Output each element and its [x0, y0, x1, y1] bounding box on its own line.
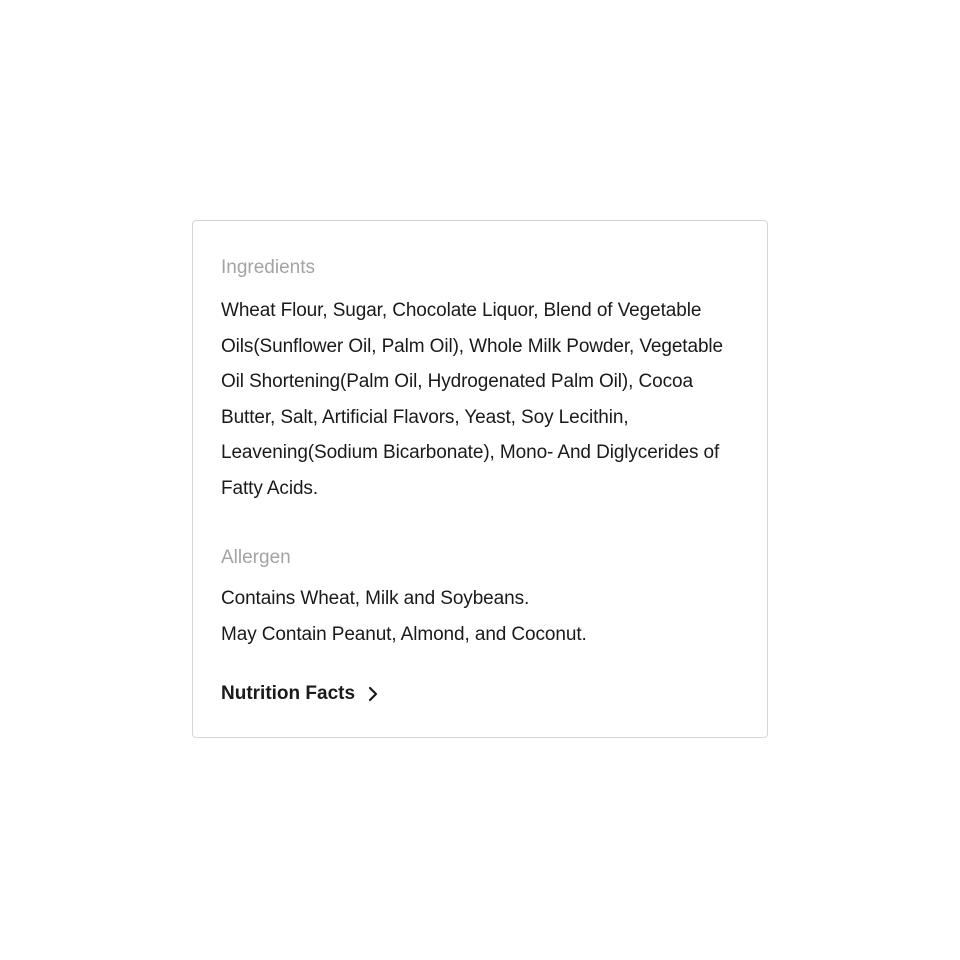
- allergen-may-contain-line: May Contain Peanut, Almond, and Coconut.: [221, 624, 587, 645]
- ingredients-text: Wheat Flour, Sugar, Chocolate Liquor, Blend of Vegetable Oils(Sunflower Oil, Palm Oil), Whole Milk Powder, Vegetable Oil Shortening(Palm Oil, Hydrogenated Palm Oil), Cocoa Butter, Salt, Artificial Flavors, Yeast, Soy Lecithin, Leavening(Sodium Bicarbonate), Mono- And Diglycerides of Fatty Acids.: [221, 300, 724, 499]
- allergen-contains-line: Contains Wheat, Milk and Soybeans.: [221, 588, 530, 609]
- allergen-text: [221, 581, 739, 653]
- nutrition-facts-link[interactable]: [221, 681, 381, 707]
- chevron-right-icon: [365, 686, 381, 702]
- product-info-card: [192, 220, 768, 738]
- ingredients-heading: Ingredients: [221, 257, 316, 278]
- nutrition-facts-label: Nutrition Facts: [221, 683, 356, 704]
- allergen-heading: Allergen: [221, 547, 291, 568]
